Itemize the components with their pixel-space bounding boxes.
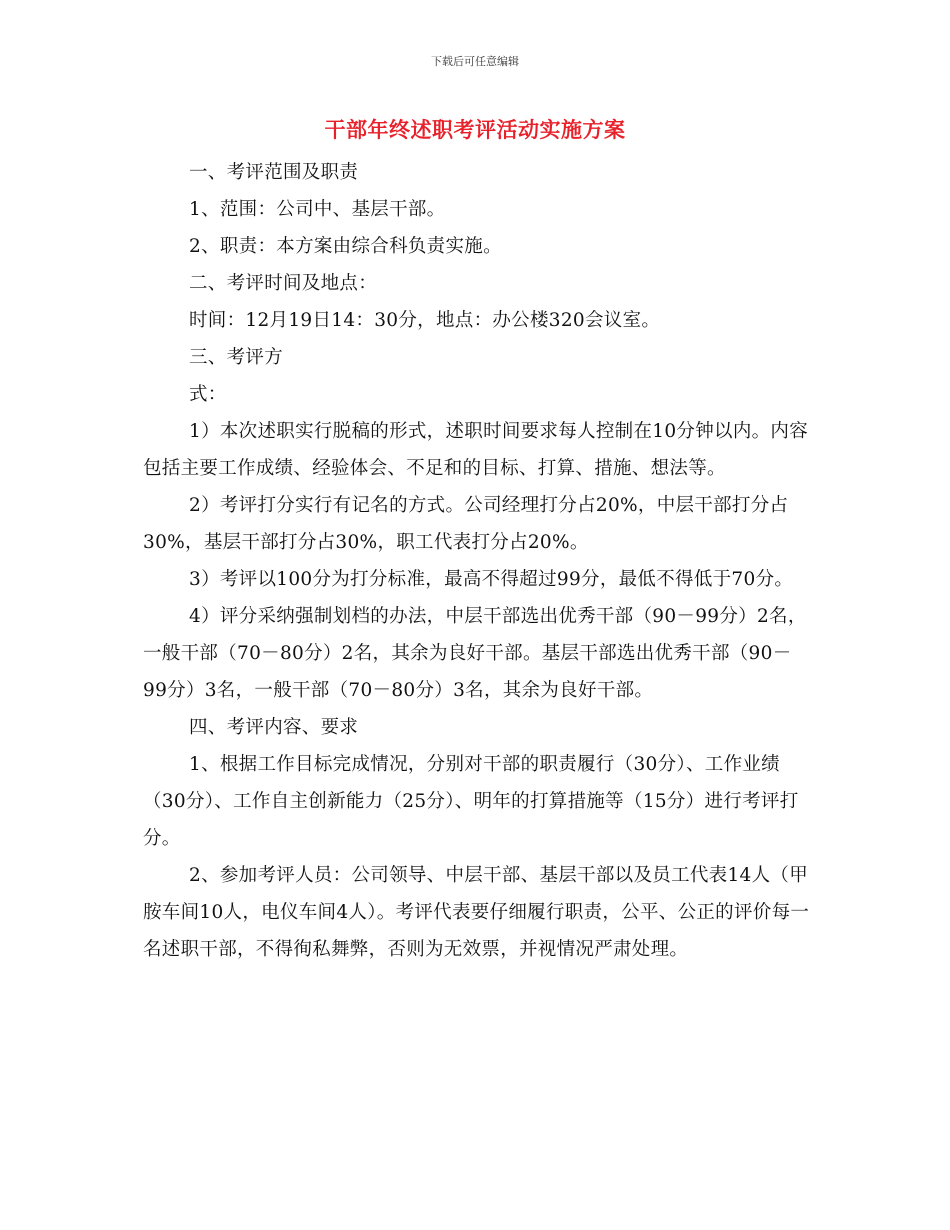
section-heading-scope: 一、考评范围及职责 bbox=[189, 162, 359, 183]
section-heading-method-cont: 式： bbox=[189, 384, 227, 405]
section-heading-method: 三、考评方 bbox=[189, 347, 284, 368]
paragraph-time-place: 时间：12月19日14：30分，地点：办公楼320会议室。 bbox=[189, 310, 661, 331]
paragraph-content-2: 2、参加考评人员：公司领导、中层干部、基层干部以及员工代表14人（甲胺车间10人，电仪车间4人）。考评代表要仔细履行职责，公平、公正的评价每一名述职干部，不得徇私舞弊，否则为无效票，并视情况严肃处理。 bbox=[143, 865, 810, 960]
paragraph-method-1: 1）本次述职实行脱稿的形式，述职时间要求每人控制在10分钟以内。内容包括主要工作成绩、经验体会、不足和的目标、打算、措施、想法等。 bbox=[143, 421, 809, 479]
document-body bbox=[143, 154, 815, 968]
page-header-note: 下载后可任意编辑 bbox=[431, 55, 519, 68]
section-heading-content: 四、考评内容、要求 bbox=[189, 717, 359, 738]
paragraph-method-2: 2）考评打分实行有记名的方式。公司经理打分占20%，中层干部打分占30%，基层干部打分占30%，职工代表打分占20%。 bbox=[143, 495, 789, 553]
paragraph-scope: 1、范围：公司中、基层干部。 bbox=[189, 199, 446, 220]
paragraph-duty: 2、职责：本方案由综合科负责实施。 bbox=[189, 236, 502, 257]
document-title: 干部年终述职考评活动实施方案 bbox=[324, 118, 626, 142]
paragraph-content-1: 1、根据工作目标完成情况，分别对干部的职责履行（30分）、工作业绩（30分）、工作自主创新能力（25分）、明年的打算措施等（15分）进行考评打分。 bbox=[143, 754, 799, 849]
paragraph-method-3: 3）考评以100分为打分标准，最高不得超过99分，最低不得低于70分。 bbox=[189, 569, 794, 590]
paragraph-method-4: 4）评分采纳强制划档的办法，中层干部选出优秀干部（90－99分）2名，一般干部（70－80分）2名，其余为良好干部。基层干部选出优秀干部（90－99分）3名，一般干部（70－80分）3名，其余为良好干部。 bbox=[143, 606, 807, 701]
section-heading-time-place: 二、考评时间及地点： bbox=[189, 273, 378, 294]
